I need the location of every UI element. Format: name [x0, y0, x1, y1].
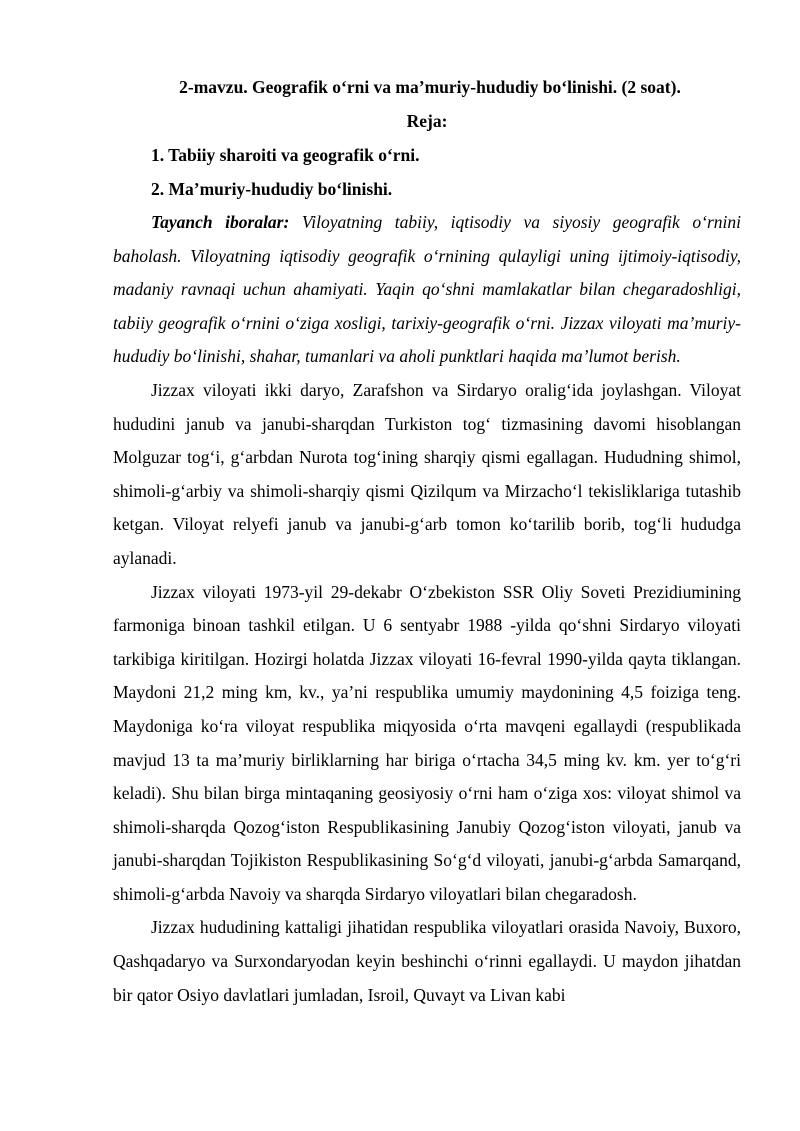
body-paragraph-1: Jizzax viloyati ikki daryo, Zarafshon va Sirdaryo oralig‘ida joylashgan. Viloyat hududini janub va janubi-sharqdan Turkiston tog‘ tizmasining davomi hisoblangan Molguzar tog‘i, g‘arbdan Nurota tog‘ining sharqiy qismi egallagan. Hududning shimol, shimoli-g‘arbiy va shimoli-sharqiy qismi Qizilqum va Mirzacho‘l tekisliklariga tutashib ketgan. Viloyat relyefi janub va janubi-g‘arb tomon ko‘tarilib borib, tog‘li hududga aylanadi. [113, 379, 741, 568]
keywords-paragraph [113, 206, 741, 374]
page-title: 2-mavzu. Geografik o‘rni va ma’muriy-hududiy bo‘linishi. (2 soat). [179, 77, 681, 97]
body-paragraph-2: Jizzax viloyati 1973-yil 29-dekabr O‘zbekiston SSR Oliy Soveti Prezidiumining farmoniga binoan tashkil etilgan. U 6 sentyabr 1988 -yilda qo‘shni Sirdaryo viloyati tarkibiga kiritilgan. Hozirgi holatda Jizzax viloyati 16-fevral 1990-yilda qayta tiklangan. Maydoni 21,2 ming km, kv., ya’ni respublika umumiy maydonining 4,5 foiziga teng. Maydoniga ko‘ra viloyat respublika miqyosida o‘rta mavqeni egallaydi (respublikada mavjud 13 ta ma’muriy birliklarning har biriga o‘rtacha 34,5 ming kv. km. yer to‘g‘ri keladi). Shu bilan birga mintaqaning geosiyosiy o‘rni ham o‘ziga xos: viloyat shimol va shimoli-sharqda Qozog‘iston Respublikasining Janubiy Qozog‘iston viloyati, janub va janubi-sharqdan Tojikiston Respublikasining So‘g‘d viloyati, janubi-g‘arbda Samarqand, shimoli-g‘arbda Navoiy va sharqda Sirdaryo viloyatlari bilan chegaradosh. [113, 581, 741, 904]
document-page [113, 70, 741, 1012]
keywords-label: Tayanch iboralar: [151, 212, 290, 232]
plan-item-2: 2. Ma’muriy-hududiy bo‘linishi. [151, 179, 393, 199]
keywords-text: Viloyatning tabiiy, iqtisodiy va siyosiy geografik o‘rnini baholash. Viloyatning iqtisodiy geografik o‘rnining qulayligi uning ijtimoiy-iqtisodiy, madaniy ravnaqi uchun ahamiyati. Yaqin qo‘shni mamlakatlar bilan chegaradoshligi, tabiiy geografik o‘rnini o‘ziga xosligi, tarixiy-geografik o‘rni. Jizzax viloyati ma’muriy-hududiy bo‘linishi, shahar, tumanlari va aholi punktlari haqida ma’lumot berish. [113, 212, 741, 367]
plan-heading: Reja: [406, 111, 448, 131]
plan-item-1: 1. Tabiiy sharoiti va geografik o‘rni. [151, 145, 420, 165]
body-paragraph-3: Jizzax hududining kattaligi jihatidan respublika viloyatlari orasida Navoiy, Buxoro, Qashqadaryo va Surxondaryodan keyin beshinchi o‘rinni egallaydi. U maydon jihatdan bir qator Osiyo davlatlari jumladan, Isroil, Quvayt va Livan kabi [113, 917, 741, 1005]
